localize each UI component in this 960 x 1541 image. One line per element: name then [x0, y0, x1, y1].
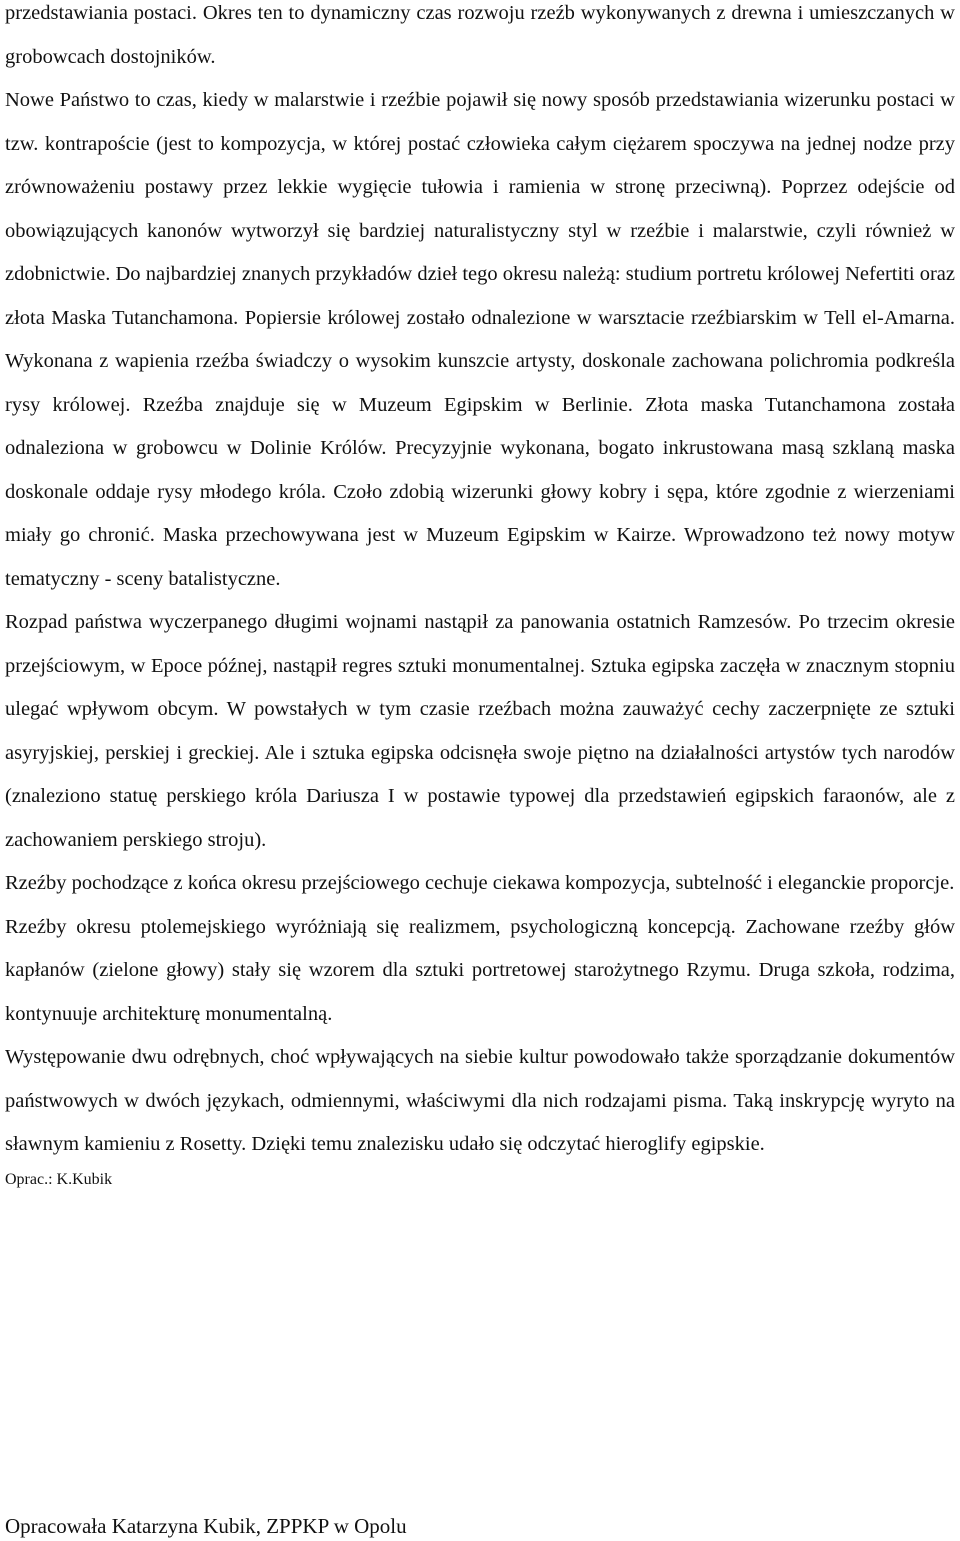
paragraph-decline: Rozpad państwa wyczerpanego długimi wojnami nastąpił za panowania ostatnich Ramzesów. Po trzecim okresie przejściowym, w Epoce późnej, nastąpił regres sztuki monumentalnej. Sztuka egipska zaczęła w znacznym stopniu ulegać wpływom obcym. W powstałych w tym czasie rzeźbach można zauważyć cechy zaczerpnięte ze sztuki asyryjskiej, perskiej i greckiej. Ale i sztuka egipska odcisnęła swoje piętno na działalności artystów tych narodów (znaleziono statuę perskiego króla Dariusza I w postawie typowej dla przedstawień egipskich faraonów, ale z zachowaniem perskiego stroju).: [5, 611, 955, 851]
paragraph-rosetta: Występowanie dwu odrębnych, choć wpływających na siebie kultur powodowało także sporządzanie dokumentów państwowych w dwóch językach, odmiennymi, właściwymi dla nich rodzajami pisma. Taką inskrypcję wyryto na sławnym kamieniu z Rosetty. Dzięki temu znalezisku udało się odczytać hieroglify egipskie.: [5, 1046, 955, 1155]
paragraph-transitional-sculpture: Rzeźby pochodzące z końca okresu przejściowego cechuje ciekawa kompozycja, subtelność i eleganckie proporcje.: [5, 872, 955, 894]
paragraph-sculpture-intro: przedstawiania postaci. Okres ten to dynamiczny czas rozwoju rzeźb wykonywanych z drewna i umieszczanych w grobowcach dostojników.: [5, 2, 955, 68]
document-body: [5, 0, 955, 1190]
paragraph-new-kingdom: Nowe Państwo to czas, kiedy w malarstwie i rzeźbie pojawił się nowy sposób przedstawiania wizerunku postaci w tzw. kontrapoście (jest to kompozycja, w której postać człowieka całym ciężarem spoczywa na jednej nodze przy zrównoważeniu postawy przez lekkie wygięcie tułowia i ramienia w stronę przeciwną). Poprzez odejście od obowiązujących kanonów wytworzył się bardziej naturalistyczny styl w rzeźbie i malarstwie, czyli również w zdobnictwie. Do najbardziej znanych przykładów dzieł tego okresu należą: studium portretu królowej Nefertiti oraz złota Maska Tutanchamona. Popiersie królowej zostało odnalezione w warsztacie rzeźbiarskim w Tell el-Amarna. Wykonana z wapienia rzeźba świadczy o wysokim kunszcie artysty, doskonale zachowana polichromia podkreśla rysy królowej. Rzeźba znajduje się w Muzeum Egipskim w Berlinie. Złota maska Tutanchamona została odnaleziona w grobowcu w Dolinie Królów. Precyzyjnie wykonana, bogato inkrustowana masą szklaną maska doskonale oddaje rysy młodego króla. Czoło zdobią wizerunki głowy kobry i sępa, które zgodnie z wierzeniami miały go chronić. Maska przechowywana jest w Muzeum Egipskim w Kairze. Wprowadzono też nowy motyw tematyczny - sceny batalistyczne.: [5, 89, 955, 590]
author-credit: Oprac.: K.Kubik: [5, 1170, 113, 1188]
paragraph-ptolemaic: Rzeźby okresu ptolemejskiego wyróżniają się realizmem, psychologiczną koncepcją. Zachowane rzeźby głów kapłanów (zielone głowy) stały się wzorem dla sztuki portretowej starożytnego Rzymu. Druga szkoła, rodzima, kontynuuje architekturę monumentalną.: [5, 915, 955, 1025]
page-footer: Opracowała Katarzyna Kubik, ZPPKP w Opolu: [5, 1514, 407, 1538]
